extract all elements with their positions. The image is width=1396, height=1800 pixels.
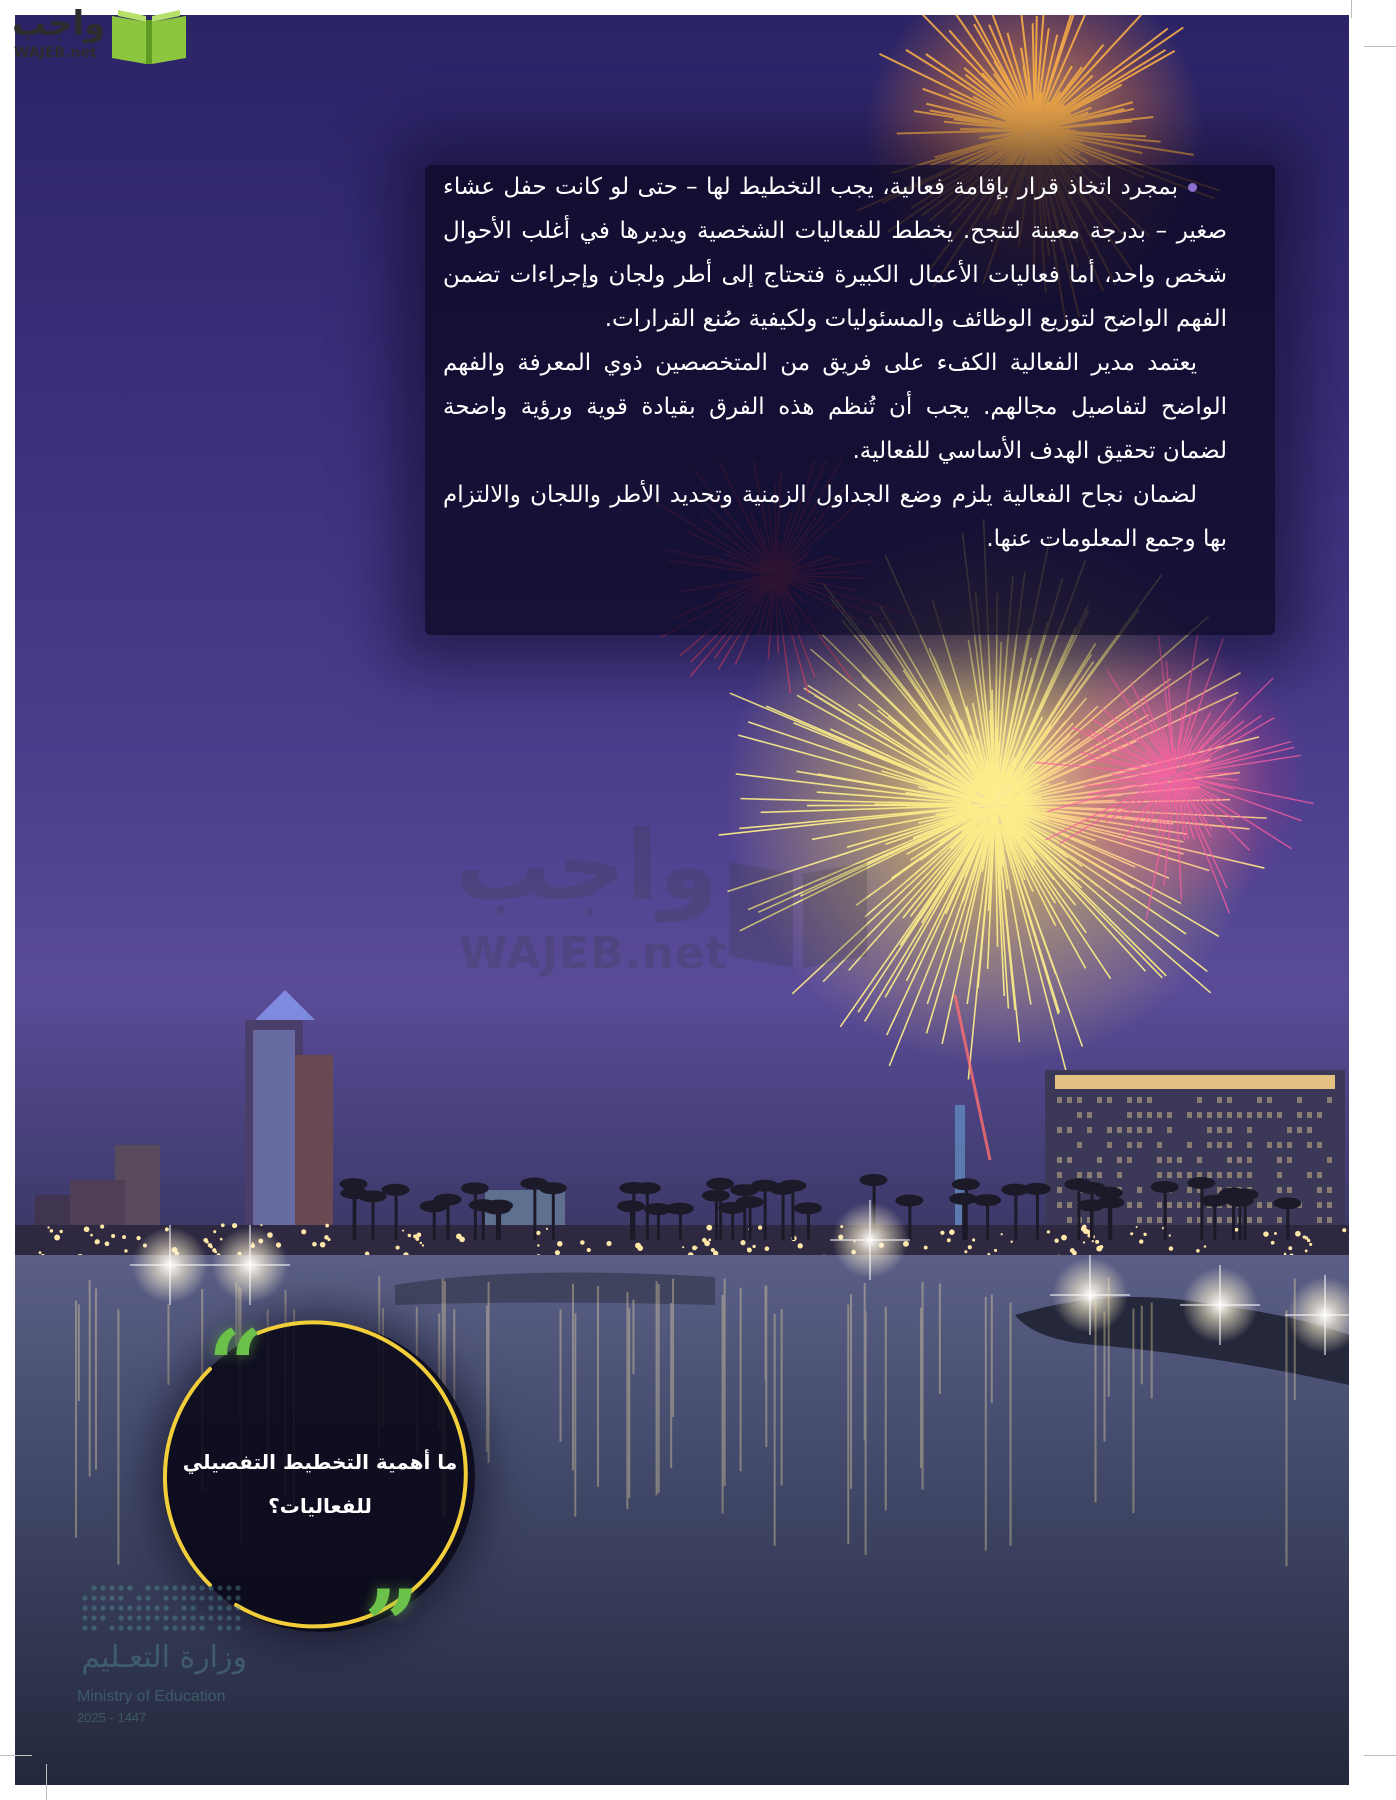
article-body [443,165,1227,561]
crop-mark [1364,1755,1396,1756]
paragraph-1-text: بمجرد اتخاذ قرار بإقامة فعالية، يجب التخطيط لها – حتى لو كانت حفل عشاء صغير – بدرجة معينة لتنجح. يخطط للفعاليات الشخصية ويديرها في أغلب الأحوال شخص واحد، أما فعاليات الأعمال الكبيرة فتحتاج إلى أطر ولجان وإجراءات تضمن الفهم الواضح لتوزيع الوظائف والمسئوليات ولكيفية صُنع القرارات. [443,174,1227,332]
ministry-name-english: Ministry of Education [77,1688,226,1705]
crop-mark [1351,0,1352,18]
logo-english-text: WAJEB.net [14,45,97,61]
ministry-year: 2025 - 1447 [77,1710,147,1725]
crop-mark [46,1764,47,1800]
paragraph-3: لضمان نجاح الفعالية يلزم وضع الجداول الزمنية وتحديد الأطر واللجان والالتزام بها وجمع المعلومات عنها. [443,482,1227,552]
open-quote-icon: “ [208,1309,264,1422]
wajeb-logo[interactable] [10,4,190,66]
ministry-name-arabic: وزارة التعـليم [81,1640,247,1675]
watermark-book-icon [723,842,873,972]
close-quote-icon: ” [364,1569,420,1682]
ministry-of-education-logo [75,1580,265,1730]
crop-mark [1364,46,1396,47]
paragraph-2: يعتمد مدير الفعالية الكفء على فريق من المتخصصين ذوي المعرفة والفهم الواضح لتفاصيل مجالهم. يجب أن تُنظم هذه الفرق بقيادة قوية ورؤية واضحة لضمان تحقيق الهدف الأساسي للفعالية. [443,350,1227,464]
watermark-arabic: واجب [455,810,719,922]
watermark-english: WAJEB.net [459,928,728,979]
paragraph-1 [443,165,1227,341]
crop-mark [0,1755,32,1756]
wajeb-watermark [455,810,895,990]
question-text: ما أهمية التخطيط التفصيلي للفعاليات؟ [182,1450,458,1518]
logo-arabic-text: واجب [12,4,106,44]
city-skyline [15,990,1349,1265]
open-book-icon [108,6,190,66]
dot-pattern-logo-icon [79,1580,249,1640]
bullet-icon [1188,183,1197,192]
